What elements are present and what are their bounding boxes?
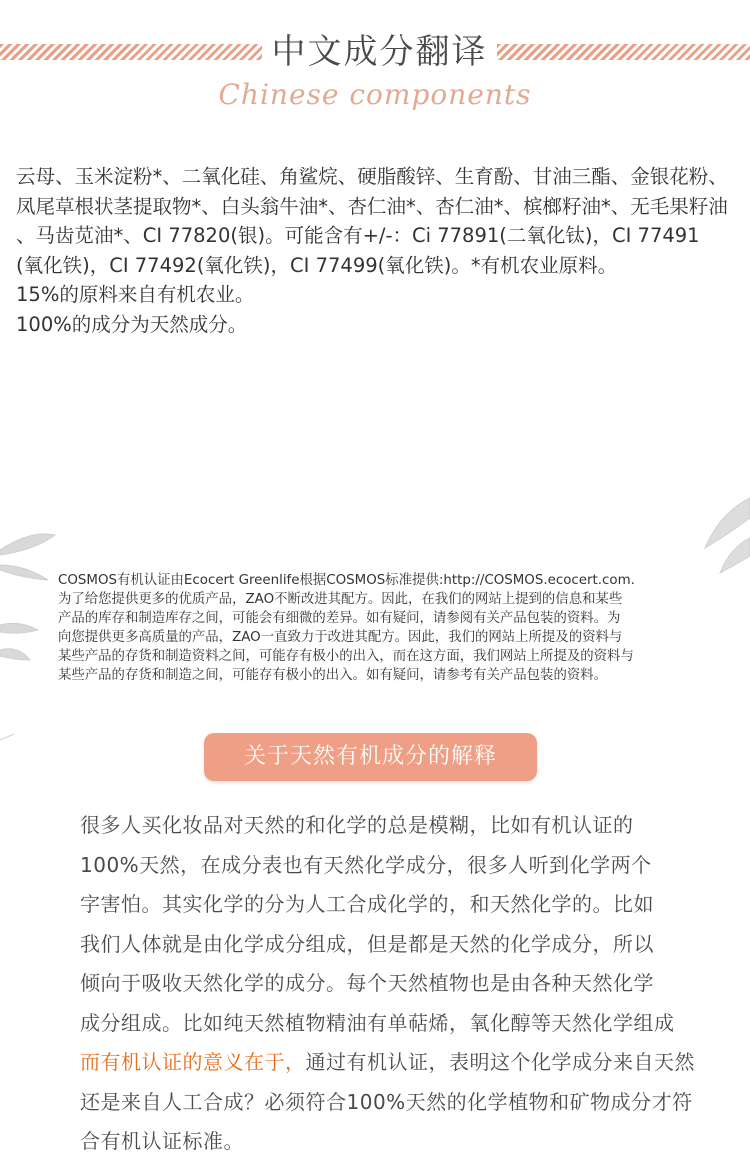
explanation-line — [80, 1043, 745, 1083]
section-heading-badge: 关于天然有机成分的解释 — [204, 733, 537, 781]
explanation-body — [80, 806, 745, 1162]
explanation-line: 100%天然，在成分表也有天然化学成分，很多人听到化学两个 — [80, 852, 652, 877]
decorative-stripe-right — [497, 44, 750, 60]
highlighted-text: 而有机认证的意义在于， — [80, 1050, 306, 1074]
notice-line: 某些产品的存货和制造资料之间，可能存有极小的出入，而在这方面，我们网站上所提及的资料与 — [58, 649, 634, 664]
explanation-line: 合有机认证标准。 — [80, 1129, 244, 1153]
explanation-line: 我们人体就是由化学成分组成，但是都是天然的化学成分，所以 — [80, 931, 654, 956]
ingredients-line: (氧化铁)，CI 77492(氧化铁)，CI 77499(氧化铁)。*有机农业原料。 — [16, 253, 618, 277]
explanation-line: 字害怕。其实化学的分为人工合成化学的，和天然化学的。比如 — [80, 892, 654, 916]
decorative-stripe-left — [0, 44, 262, 60]
notice-line: 为了给您提供更多的优质产品，ZAO不断改进其配方。因此，在我们的网站上提到的信息和某些 — [58, 592, 623, 607]
notice-line: COSMOS有机认证由Ecocert Greenlife根据COSMOS标准提供:http://COSMOS.ecocert.com. — [58, 573, 635, 588]
ingredients-line: 云母、玉米淀粉*、二氧化硅、角鲨烷、硬脂酸锌、生育酚、甘油三酯、金银花粉、 — [16, 165, 728, 188]
explanation-line: 倾向于吸收天然化学的成分。每个天然植物也是由各种天然化学 — [80, 971, 654, 995]
explanation-line: 成分组成。比如纯天然植物精油有单萜烯，氧化醇等天然化学组成 — [80, 1010, 675, 1035]
page-title: 中文成分翻译 — [271, 32, 488, 72]
explanation-line: 很多人买化妆品对天然的和化学的总是模糊，比如有机认证的 — [80, 813, 634, 837]
natural-percentage: 100%的成分为天然成分。 — [16, 312, 248, 336]
ingredients-list — [16, 162, 742, 339]
notice-line: 某些产品的存货和制造之间，可能存有极小的出入。如有疑问，请参考有关产品包装的资料。 — [58, 668, 608, 683]
explanation-text: 通过有机认证，表明这个化学成分来自天然 — [305, 1050, 695, 1074]
notice-line: 产品的库存和制造库存之间，可能会有细微的差异。如有疑问，请参阅有关产品包装的资料。为 — [58, 611, 621, 626]
ingredients-line: 、马齿苋油*、CI 77820(银)。可能含有+/-：Ci 77891(二氧化钛)，CI 77491 — [16, 224, 700, 247]
organic-percentage: 15%的原料来自有机农业。 — [16, 283, 255, 306]
certification-notice — [58, 571, 738, 685]
explanation-line: 还是来自人工合成？必须符合100%天然的化学植物和矿物成分才符 — [80, 1089, 693, 1114]
ingredients-line: 凤尾草根状茎提取物*、白头翁牛油*、杏仁油*、杏仁油*、槟榔籽油*、无毛果籽油 — [16, 194, 728, 218]
notice-line: 向您提供更多高质量的产品，ZAO一直致力于改进其配方。因此，我们的网站上所提及的资料与 — [58, 630, 623, 645]
page-subtitle: Chinese components — [218, 78, 532, 111]
